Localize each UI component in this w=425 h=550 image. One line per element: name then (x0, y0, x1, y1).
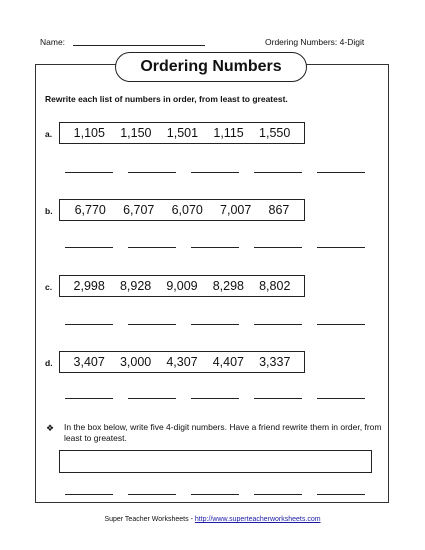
number: 9,009 (166, 279, 198, 293)
answer-blank[interactable] (65, 247, 113, 248)
answer-blank[interactable] (65, 172, 113, 173)
answer-blank[interactable] (317, 398, 365, 399)
answer-blank[interactable] (128, 398, 176, 399)
number: 6,707 (123, 203, 155, 217)
footer-separator: - (190, 516, 193, 523)
answer-blank[interactable] (254, 324, 302, 325)
bonus-instructions: In the box below, write five 4-digit numbers. Have a friend rewrite them in order, from least to greatest. (64, 422, 382, 443)
diamond-bullet-icon: ❖ (46, 423, 55, 433)
answer-blank[interactable] (128, 324, 176, 325)
answer-blank[interactable] (65, 324, 113, 325)
number-box-d (59, 351, 305, 373)
problem-letter-c: c. (45, 282, 53, 292)
answer-blank[interactable] (65, 494, 113, 495)
number: 3,407 (73, 355, 105, 369)
number: 7,007 (220, 203, 252, 217)
answer-blank[interactable] (254, 247, 302, 248)
footer-link[interactable]: http://www.superteacherworksheets.com (194, 516, 321, 523)
number: 6,770 (74, 203, 106, 217)
problem-letter-d: d. (45, 358, 53, 368)
answer-blank[interactable] (65, 398, 113, 399)
answer-row-bonus (65, 494, 365, 495)
number: 8,298 (212, 279, 244, 293)
number: 2,998 (73, 279, 105, 293)
answer-blank[interactable] (191, 398, 239, 399)
answer-blank[interactable] (128, 247, 176, 248)
answer-blank[interactable] (191, 247, 239, 248)
number: 1,105 (73, 126, 105, 140)
bonus-number-box[interactable] (59, 450, 372, 473)
answer-blank[interactable] (317, 494, 365, 495)
number: 867 (268, 203, 290, 217)
footer-site-name: Super Teacher Worksheets (104, 516, 189, 523)
answer-blank[interactable] (128, 494, 176, 495)
answer-blank[interactable] (317, 324, 365, 325)
problem-letter-a: a. (45, 129, 53, 139)
number: 1,550 (259, 126, 291, 140)
number-box-a (59, 122, 305, 144)
answer-blank[interactable] (191, 324, 239, 325)
number: 1,150 (120, 126, 152, 140)
worksheet-title: Ordering Numbers: 4-Digit (265, 37, 365, 47)
answer-row-d (65, 398, 365, 399)
name-label: Name: (40, 37, 66, 47)
answer-blank[interactable] (254, 172, 302, 173)
answer-blank[interactable] (317, 172, 365, 173)
answer-blank[interactable] (317, 247, 365, 248)
answer-blank[interactable] (191, 172, 239, 173)
number: 1,501 (166, 126, 199, 140)
page-title: Ordering Numbers (115, 52, 307, 82)
number: 3,337 (259, 355, 291, 369)
number: 8,802 (259, 279, 291, 293)
problem-letter-b: b. (45, 206, 53, 216)
number: 6,070 (171, 203, 203, 217)
answer-row-c (65, 324, 365, 325)
answer-row-a (65, 172, 365, 173)
answer-row-b (65, 247, 365, 248)
number: 3,000 (119, 355, 152, 369)
number: 8,928 (119, 279, 152, 293)
number: 4,307 (166, 355, 198, 369)
footer (0, 516, 425, 523)
number: 1,115 (213, 126, 244, 140)
name-line[interactable] (73, 45, 205, 46)
number-box-b (59, 199, 305, 221)
answer-blank[interactable] (191, 494, 239, 495)
answer-blank[interactable] (254, 494, 302, 495)
number: 4,407 (212, 355, 244, 369)
number-box-c (59, 275, 305, 297)
instructions: Rewrite each list of numbers in order, from least to greatest. (45, 94, 288, 104)
answer-blank[interactable] (254, 398, 302, 399)
answer-blank[interactable] (128, 172, 176, 173)
